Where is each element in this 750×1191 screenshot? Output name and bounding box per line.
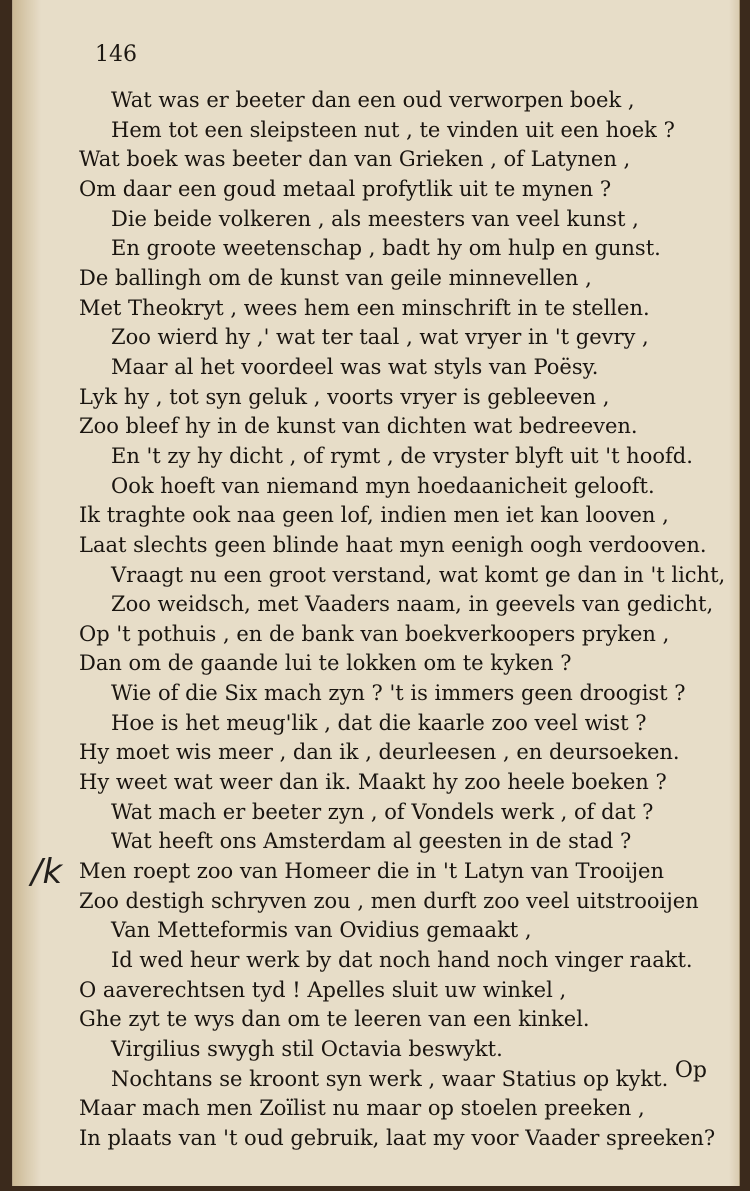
verse-line: Wat was er beeter dan een oud verworpen boek , [111,88,635,112]
verse-line: Hy weet wat weer dan ik. Maakt hy zoo heele boeken ? [79,770,667,795]
verse-line: Zoo weidsch, met Vaaders naam, in geevels van gedicht, [111,592,714,617]
verse-line: Wie of die Six mach zyn ? 't is immers geen droogist ? [111,681,686,706]
verse-line: Vraagt nu een groot verstand, wat komt ge dan in 't licht, [111,562,726,587]
verse-line: Hem tot een sleipsteen nut , te vinden uit een hoek ? [111,117,675,142]
handwritten-marginal-note: /k [31,852,63,892]
verse-line: Van Metteformis van Ovidius gemaakt , [111,918,532,943]
verse-line: Lyk hy , tot syn geluk , voorts vryer is gebleeven , [79,384,610,409]
verse-line: Maar al het voordeel was wat styls van Poësy. [111,354,599,379]
verse-line: Om daar een goud metaal profytlik uit te mynen ? [79,176,612,201]
book-page [12,0,740,1186]
verse-line: Zoo destigh schryven zou , men durft zoo veel uitstrooijen [79,888,699,913]
verse-line: Zoo bleef hy in de kunst van dichten wat bedreeven. [79,414,638,439]
verse-line: O aaverechtsen tyd ! Apelles sluit uw winkel , [79,977,567,1002]
verse-line: Maar mach men Zoïlist nu maar op stoelen preeken , [79,1096,645,1121]
page-number: 146 [95,42,137,67]
verse-line: In plaats van 't oud gebruik, laat my voor Vaader spreeken? [79,1125,716,1150]
verse-line: Zoo wierd hy ,' wat ter taal , wat vryer in 't gevry , [111,325,649,350]
catchword: Op [674,1058,707,1083]
verse-line: Hy moet wis meer , dan ik , deurleesen , en deursoeken. [79,740,680,765]
verse-line: Laat slechts geen blinde haat myn eenigh oogh verdooven. [79,532,707,557]
verse-line: Virgilius swygh stil Octavia beswykt. [111,1037,503,1061]
verse-line: Ghe zyt te wys dan om te leeren van een kinkel. [79,1007,590,1032]
verse-line: Dan om de gaande lui te lokken om te kyken ? [79,651,572,676]
verse-line: Wat mach er beeter zyn , of Vondels werk , of dat ? [111,799,654,824]
verse-line: Id wed heur werk by dat noch hand noch vinger raakt. [111,948,693,973]
verse-line: Wat boek was beeter dan van Grieken , of Latynen , [79,147,631,172]
verse-text [13,86,739,1154]
verse-line: De ballingh om de kunst van geile minnevellen , [79,265,592,290]
verse-line: Ik traghte ook naa geen lof, indien men iet kan looven , [79,503,669,528]
verse-line: En 't zy hy dicht , of rymt , de vryster blyft uit 't hoofd. [111,443,693,468]
verse-line: Op 't pothuis , en de bank van boekverkoopers pryken , [79,621,670,646]
verse-line: Men roept zoo van Homeer die in 't Latyn van Trooijen [79,859,664,884]
verse-line: Die beide volkeren , als meesters van veel kunst , [111,206,639,231]
verse-line: Met Theokryt , wees hem een minschrift in te stellen. [79,295,650,320]
verse-line: En groote weetenschap , badt hy om hulp en gunst. [111,236,661,261]
verse-line: Nochtans se kroont syn werk , waar Statius op kykt. [111,1066,669,1091]
verse-line: Ook hoeft van niemand myn hoedaanicheit gelooft. [111,473,655,498]
verse-line: Hoe is het meug'lik , dat die kaarle zoo veel wist ? [111,710,647,735]
verse-line: Wat heeft ons Amsterdam al geesten in de stad ? [111,829,632,854]
